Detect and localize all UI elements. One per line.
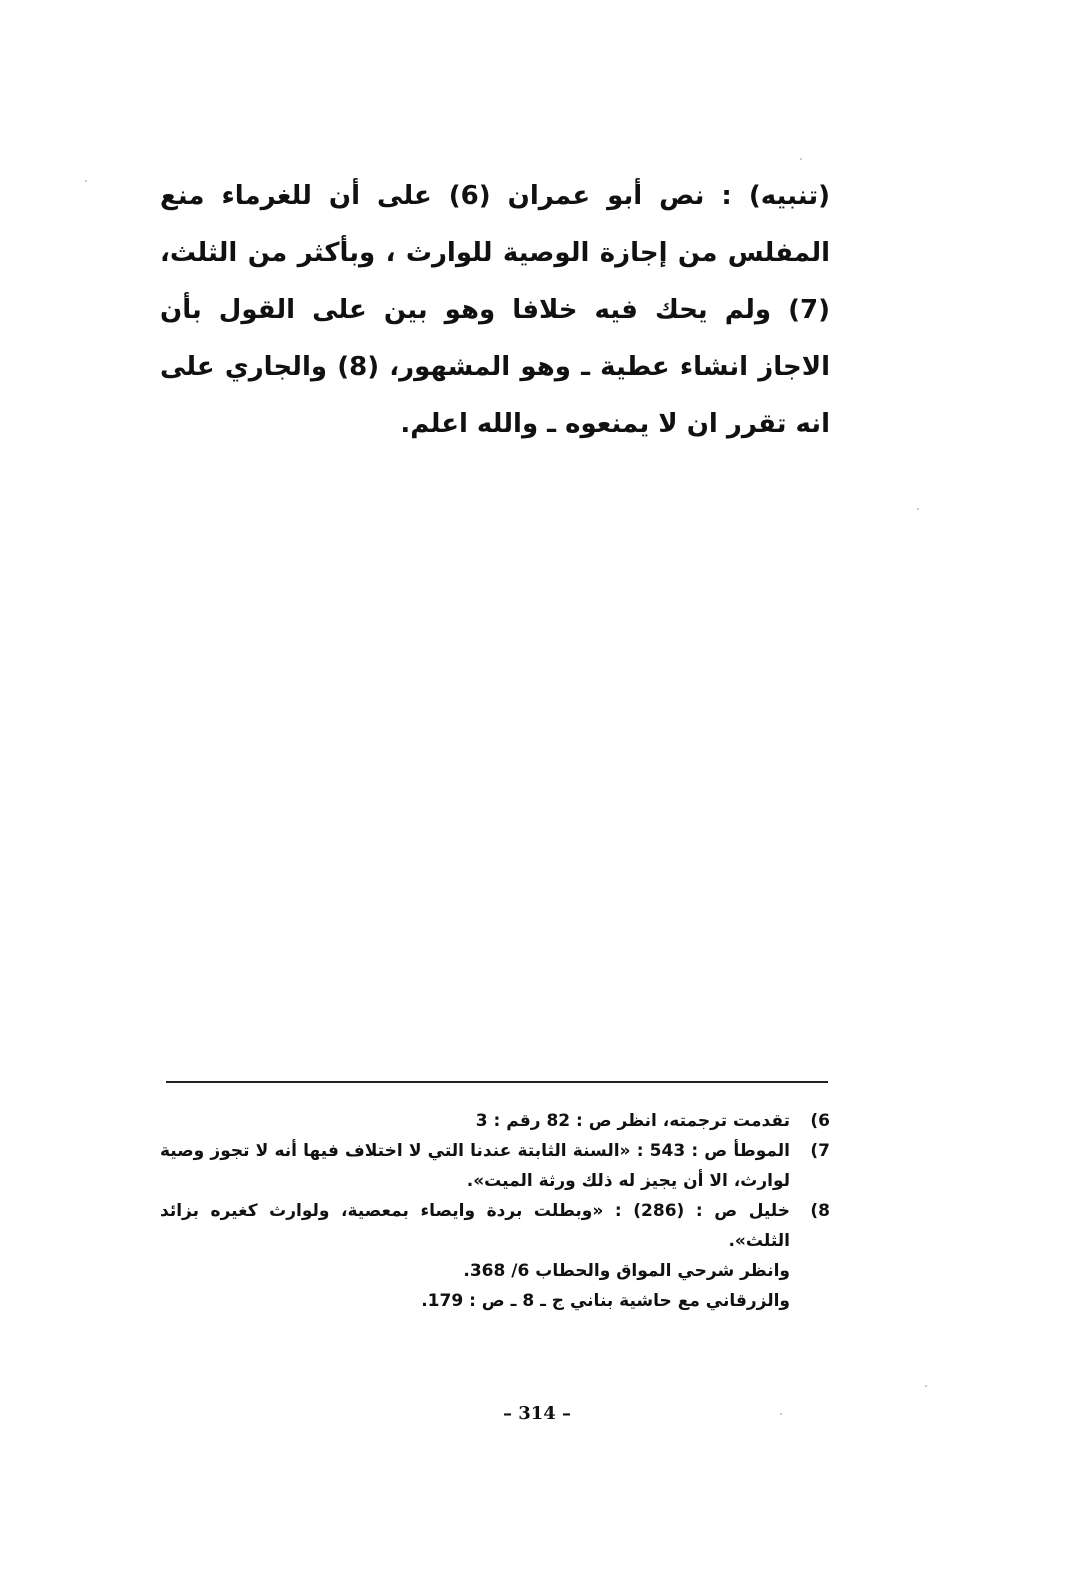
scan-speck	[917, 508, 919, 510]
footnote-line: خليل ص : (286) : «وبطلت بردة وايصاء بمعصية، ولوارث كغيره بزائد الثلث».	[160, 1201, 790, 1251]
scan-speck	[800, 158, 802, 160]
main-paragraph: (تنبيه) : نص أبو عمران (6) على أن للغرماء منع المفلس من إجازة الوصية للوارث ، وبأكثر من الثلث، (7) ولم يحك فيه خلافا وهو بين على القول بأن الاجاز انشاء عطية ـ وهو المشهور، (8) والجاري على انه تقرر ان لا يمنعوه ـ والله اعلم.	[160, 181, 830, 439]
footnotes-section	[160, 1106, 834, 1316]
footnote-number: 7)	[810, 1141, 830, 1161]
scan-speck	[85, 180, 87, 182]
footnote-8	[160, 1196, 834, 1256]
scan-speck	[925, 1385, 927, 1387]
footnote-8-additional-reference	[160, 1256, 834, 1316]
footnote-text	[160, 1196, 790, 1256]
scan-speck	[780, 1413, 782, 1415]
footnote-7	[160, 1136, 834, 1196]
footnote-number: 8)	[810, 1201, 830, 1221]
footnote-separator-line	[166, 1081, 828, 1083]
footnote-line: تقدمت ترجمته، انظر ص : 82 رقم : 3	[475, 1111, 790, 1131]
footnote-6	[160, 1106, 834, 1136]
page-number: – 314 –	[502, 1403, 572, 1424]
footnote-text	[160, 1136, 790, 1196]
footnote-text	[160, 1106, 790, 1136]
footnote-line: وانظر شرحي المواق والحطاب 6/ 368.	[463, 1261, 790, 1281]
footnote-number: 6)	[810, 1111, 830, 1131]
footnote-line: الموطأ ص : 543 : «السنة الثابتة عندنا التي لا اختلاف فيها أنه لا تجوز وصية لوارث، الا أن يجيز له ذلك ورثة الميت».	[160, 1141, 790, 1191]
main-text-block	[160, 168, 830, 453]
footnote-line: والزرقاني مع حاشية بناني ج ـ 8 ـ ص : 179.	[421, 1291, 790, 1311]
